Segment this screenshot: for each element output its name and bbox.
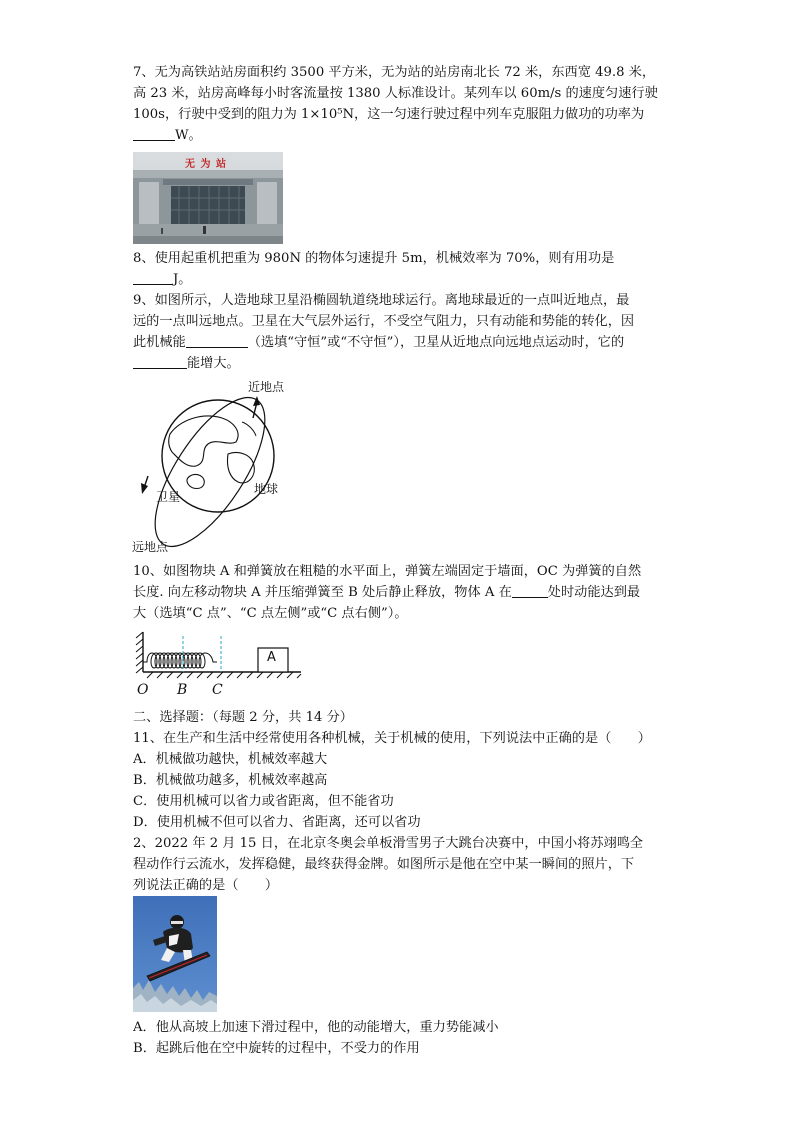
answer-blank[interactable] — [186, 333, 248, 348]
section-2-title-text: 二、选择题：（每题 2 分，共 14 分） — [133, 710, 353, 725]
q10-line-2 — [133, 582, 663, 603]
question-10 — [133, 561, 663, 624]
answer-blank[interactable] — [133, 126, 175, 141]
earth-label: 地球 — [254, 482, 279, 496]
q12-line-1: 2、2022 年 2 月 15 日，在北京冬奥会单板滑雪男子大跳台决赛中，中国小将苏翊鸣全 — [133, 836, 644, 851]
spring-figure — [133, 630, 308, 700]
question-8 — [133, 248, 663, 290]
q11-option-d[interactable]: D．使用机械不但可以省力、省距离，还可以省功 — [133, 815, 421, 830]
point-c-label: C — [212, 682, 223, 698]
q9-line-3-b: （选填“守恒”或“不守恒”），卫星从近地点向远地点运动时，它的 — [247, 335, 625, 350]
q11-option-c[interactable]: C．使用机械可以省力或省距离，但不能省功 — [133, 794, 394, 809]
q9-line-3-a: 此机械能 — [133, 335, 186, 350]
q10-line-3: 大（选填“C 点”、“C 点左侧”或“C 点右侧”）。 — [133, 606, 408, 621]
question-9 — [133, 290, 663, 374]
q12-line-3: 列说法正确的是（ ） — [133, 878, 279, 893]
spring — [143, 653, 217, 668]
q9-line-4 — [133, 353, 663, 374]
section-2-title — [133, 707, 663, 728]
q9-line-3 — [133, 332, 663, 353]
answer-blank[interactable] — [133, 354, 187, 369]
station-sign-text: 无 为 站 — [185, 159, 227, 170]
q9-line-4-suffix: 能增大。 — [187, 356, 240, 371]
q9-line-2: 远的一点叫远地点。卫星在大气层外运行，不受空气阻力，只有动能和势能的转化，因 — [133, 314, 635, 329]
satellite-label: 卫星 — [156, 490, 181, 504]
orbit-diagram — [130, 372, 300, 556]
q7-line-1: 7、无为高铁站站房面积约 3500 平方米，无为站的站房南北长 72 米，东西宽 49.8 米， — [133, 65, 656, 80]
spring-diagram — [133, 630, 308, 682]
perigee-label: 近地点 — [248, 380, 285, 394]
q11-stem: 11、在生产和生活中经常使用各种机械，关于机械的使用，下列说法中正确的是（ ） — [133, 731, 651, 746]
question-7 — [133, 62, 663, 146]
question-12-options — [133, 1017, 663, 1059]
snowboarder-photo — [133, 896, 217, 1012]
question-11 — [133, 728, 663, 833]
orbit-figure — [130, 372, 300, 556]
q8-line-2-suffix: J。 — [173, 272, 192, 287]
q12-line-2: 程动作行云流水，发挥稳健，最终获得金牌。如图所示是他在空中某一瞬间的照片，下 — [133, 857, 635, 872]
q12-option-a[interactable]: A．他从高坡上加速下滑过程中，他的动能增大，重力势能减小 — [133, 1020, 499, 1035]
apogee-label: 远地点 — [132, 540, 169, 554]
q7-line-3: 100s，行驶中受到的阻力为 1×10⁵N，这一匀速行驶过程中列车克服阻力做功的功率为 — [133, 107, 645, 122]
question-12 — [133, 833, 663, 896]
q10-line-2-suffix: 处时动能达到最 — [547, 585, 641, 600]
answer-blank[interactable] — [133, 270, 173, 285]
q10-line-1: 10、如图物块 A 和弹簧放在粗糙的水平面上，弹簧左端固定于墙面，OC 为弹簧的自然 — [133, 564, 642, 579]
point-o-label: O — [137, 682, 149, 698]
q8-line-2 — [133, 269, 663, 290]
q10-line-2-text: 长度. 向左移动物块 A 并压缩弹簧至 B 处后静止释放，物体 A 在 — [133, 585, 512, 600]
station-photo — [133, 152, 283, 244]
point-b-label: B — [177, 682, 188, 698]
q8-line-1: 8、使用起重机把重为 980N 的物体匀速提升 5m，机械效率为 70%，则有用功是 — [133, 251, 615, 266]
snowboarder-image — [133, 896, 217, 1012]
block-a-label: A — [267, 650, 276, 665]
answer-blank[interactable] — [512, 583, 548, 598]
q12-option-b[interactable]: B．起跳后他在空中旋转的过程中，不受力的作用 — [133, 1041, 420, 1056]
q7-line-4-suffix: W。 — [175, 128, 202, 143]
q11-option-a[interactable]: A．机械做功越快，机械效率越大 — [133, 752, 328, 767]
q7-line-4 — [133, 125, 663, 146]
q9-line-1: 9、如图所示，人造地球卫星沿椭圆轨道绕地球运行。离地球最近的一点叫近地点，最 — [133, 293, 630, 308]
q7-line-2: 高 23 米，站房高峰每小时客流量按 1380 人标准设计。某列车以 60m/s 的速度匀速行驶 — [133, 86, 658, 101]
q11-option-b[interactable]: B．机械做功越多，机械效率越高 — [133, 773, 328, 788]
